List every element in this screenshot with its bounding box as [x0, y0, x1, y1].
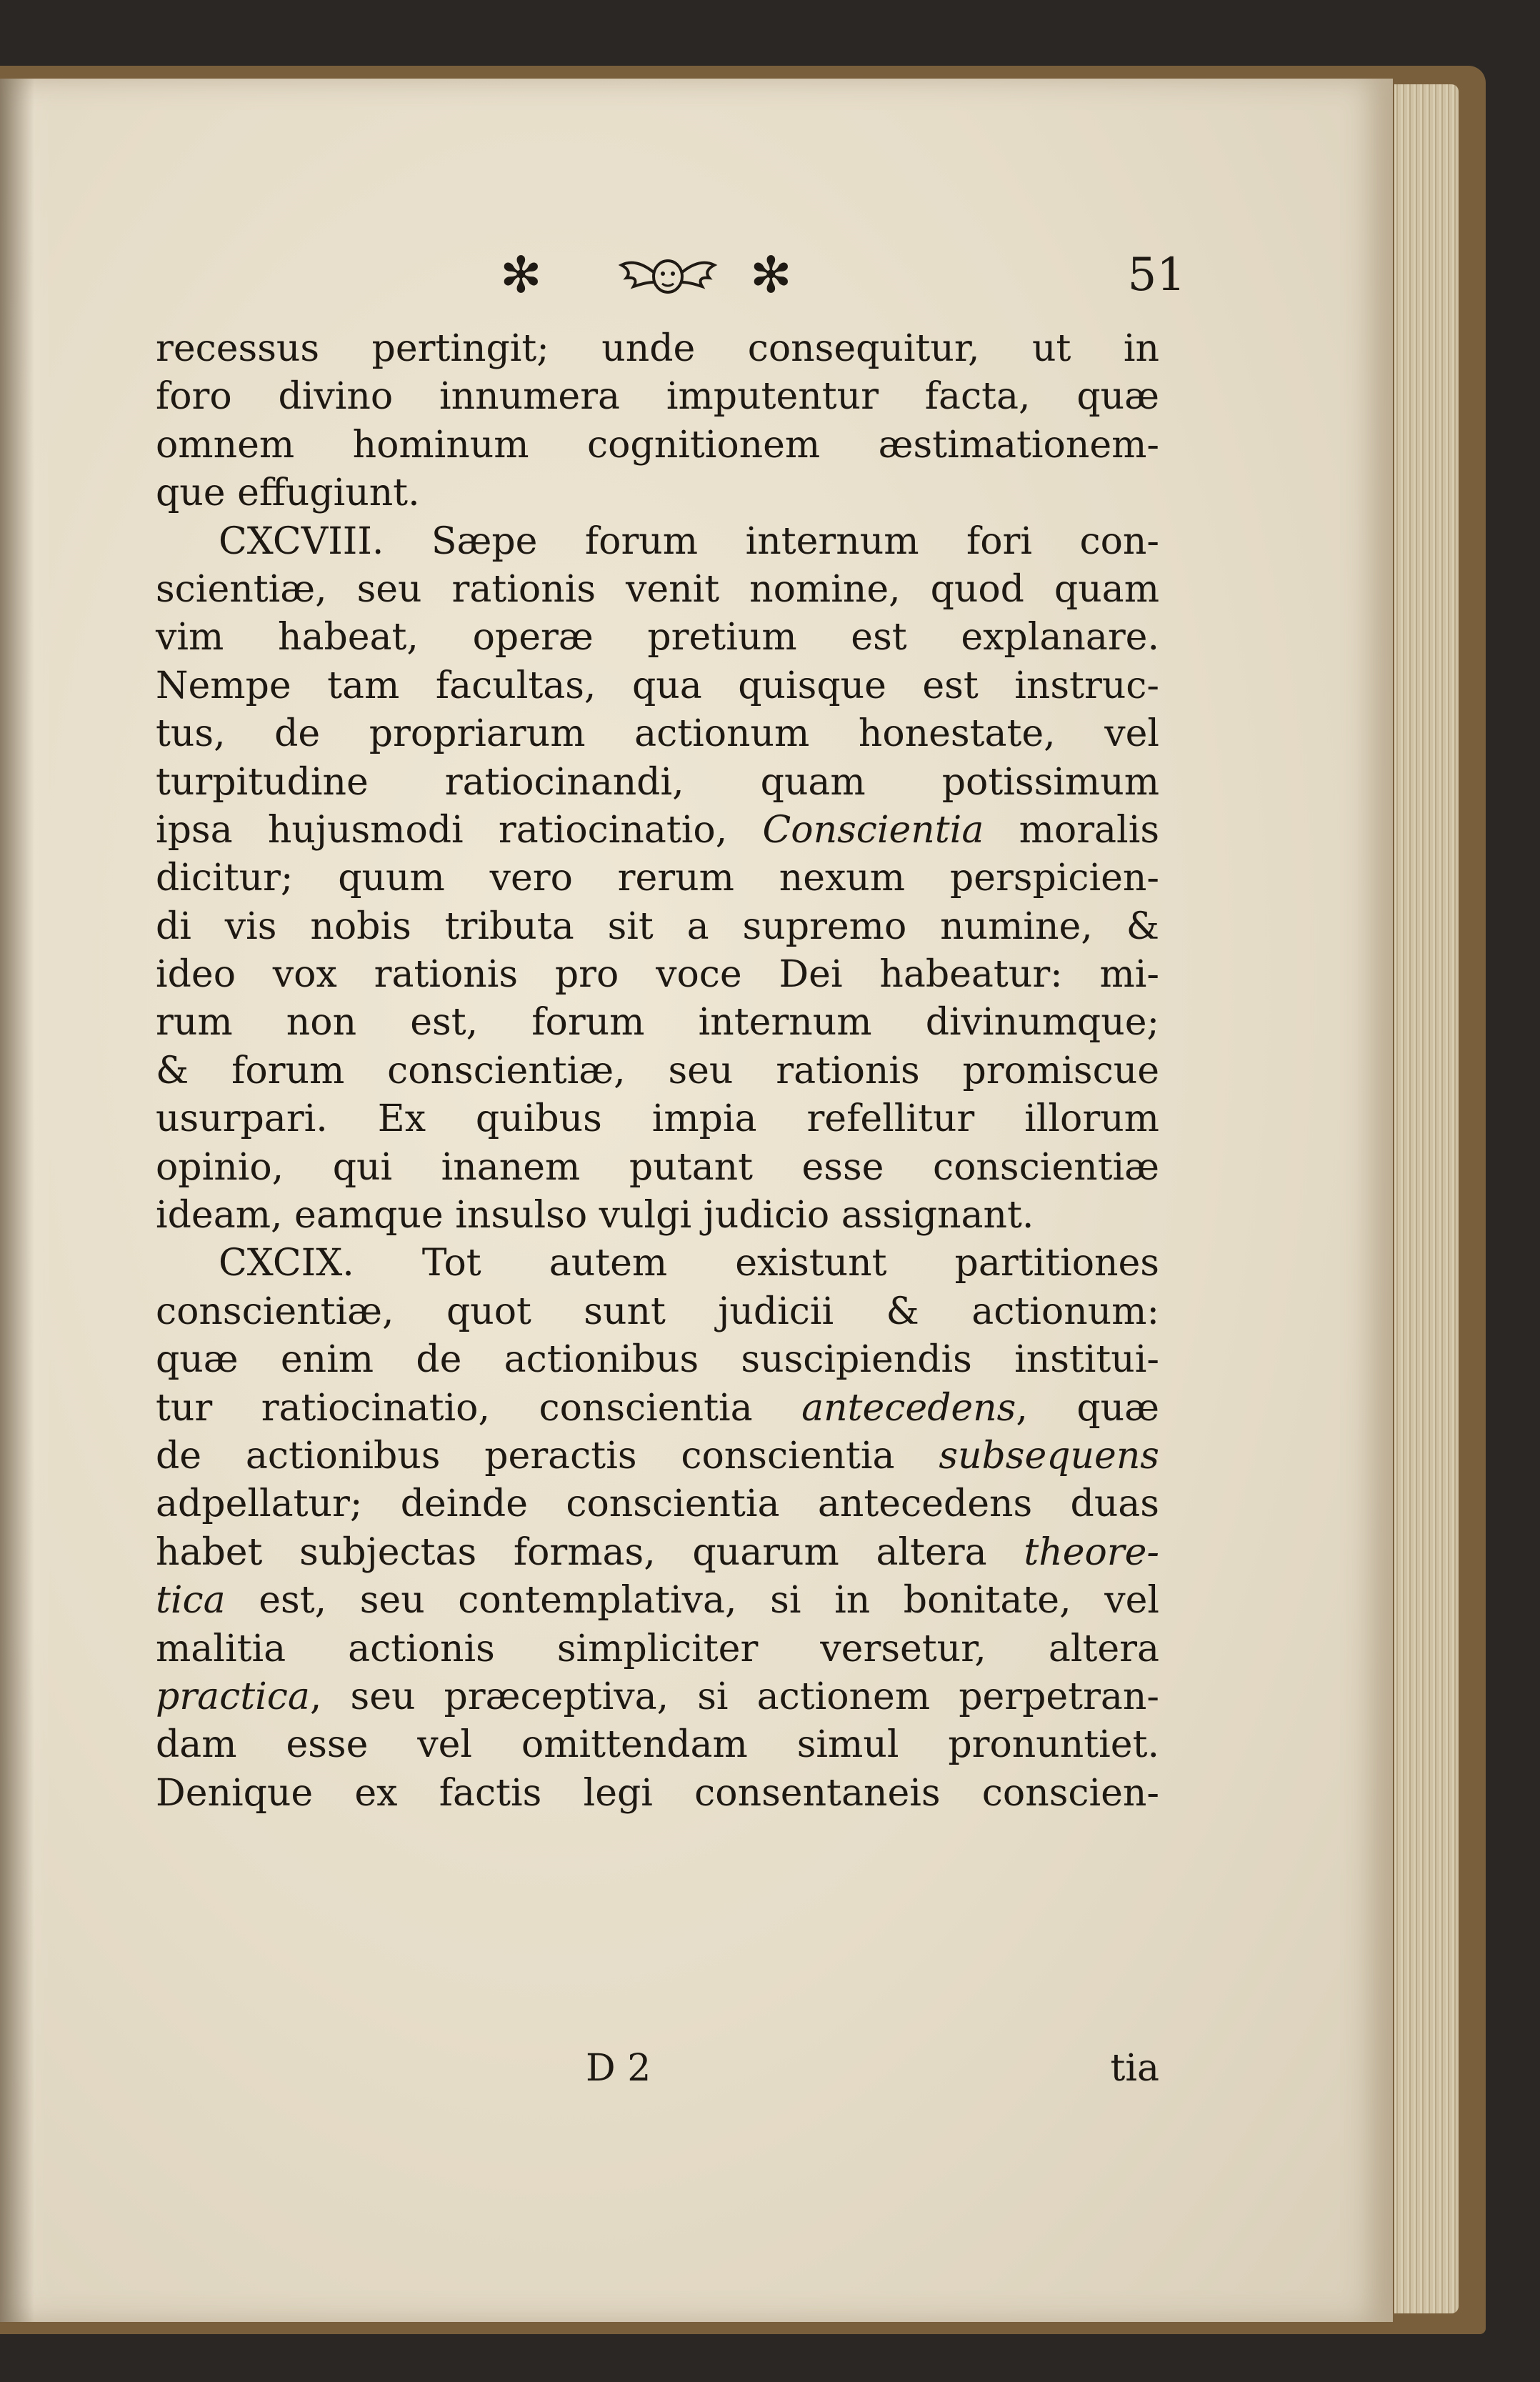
- text-line: dam esse vel omittendam simul pronuntiet.: [156, 1723, 1159, 1767]
- text-line-with-italic: [156, 807, 1159, 854]
- text-line-with-italic: [156, 1385, 1159, 1432]
- italic-term-theore: theore-: [1024, 1530, 1159, 1574]
- text-line: que effugiunt.: [156, 472, 420, 515]
- text-segment: ipsa hujusmodi ratiocinatio,: [156, 808, 763, 852]
- catchword: tia: [1110, 2047, 1159, 2090]
- paragraph-cxcix-start: CXCIX. Tot autem existunt partitiones: [219, 1242, 1159, 1285]
- star-ornament-right-icon: ✻: [750, 246, 792, 304]
- winged-cherub-ornament-icon: [618, 251, 718, 301]
- text-line: vim habeat, operæ pretium est explanare.: [156, 616, 1159, 659]
- text-line: foro divino innumera imputentur facta, quæ: [156, 375, 1159, 419]
- text-line: Nempe tam facultas, qua quisque est instruc-: [156, 664, 1159, 707]
- italic-term-tica: tica: [156, 1579, 226, 1623]
- text-segment: est, seu contemplativa, si in bonitate, vel: [225, 1579, 1159, 1623]
- text-line-with-italic: [156, 1577, 1159, 1625]
- text-segment: moralis: [984, 808, 1160, 852]
- text-line: scientiæ, seu rationis venit nomine, quod quam: [156, 567, 1159, 611]
- text-segment: tur ratiocinatio, conscientia: [156, 1386, 802, 1430]
- italic-term-practica: practica: [156, 1675, 310, 1718]
- text-line-with-italic: [156, 1673, 1159, 1721]
- text-line-with-italic: [156, 1529, 1159, 1577]
- text-segment: habet subjectas formas, quarum altera: [156, 1530, 1024, 1574]
- italic-term-subsequens: subsequens: [939, 1434, 1159, 1477]
- text-line: omnem hominum cognitionem æstimationem-: [156, 423, 1159, 467]
- text-line: quæ enim de actionibus suscipiendis institui-: [156, 1338, 1159, 1382]
- italic-term-antecedens: antecedens: [801, 1386, 1016, 1430]
- page-footer: [156, 2043, 1159, 2093]
- text-segment: , seu præceptiva, si actionem perpetran-: [309, 1675, 1159, 1718]
- text-line-with-italic: [156, 1432, 1159, 1480]
- text-line: turpitudine ratiocinandi, quam potissimum: [156, 760, 1159, 804]
- text-line: dicitur; quum vero rerum nexum perspicien-: [156, 857, 1159, 900]
- page-number: 51: [1127, 249, 1186, 302]
- gutter-shadow: [0, 79, 34, 2322]
- italic-term-conscientia: Conscientia: [762, 808, 984, 852]
- text-line: tus, de propriarum actionum honestate, vel: [156, 712, 1159, 756]
- text-line: recessus pertingit; unde consequitur, ut in: [156, 327, 1159, 370]
- text-line: & forum conscientiæ, seu rationis promiscue: [156, 1049, 1159, 1092]
- body-text: [156, 325, 1159, 1818]
- text-line: Denique ex factis legi consentaneis conscien-: [156, 1771, 1159, 1815]
- page-edges: [1394, 84, 1459, 2313]
- text-segment: de actionibus peractis conscientia: [156, 1434, 939, 1477]
- text-line: ideo vox rationis pro voce Dei habeatur: mi-: [156, 953, 1159, 997]
- text-line: usurpari. Ex quibus impia refellitur illorum: [156, 1097, 1159, 1141]
- running-head: [500, 246, 1186, 304]
- text-line: opinio, qui inanem putant esse conscientiæ: [156, 1145, 1159, 1189]
- text-line: ideam, eamque insulso vulgi judicio assignant.: [156, 1194, 1034, 1237]
- star-ornament-left-icon: ✻: [500, 246, 542, 304]
- text-line: di vis nobis tributa sit a supremo numine, &: [156, 905, 1159, 948]
- text-line: malitia actionis simpliciter versetur, altera: [156, 1627, 1159, 1670]
- text-line: conscientiæ, quot sunt judicii & actionum:: [156, 1290, 1159, 1333]
- text-line: adpellatur; deinde conscientia antecedens duas: [156, 1482, 1159, 1526]
- paragraph-cxcviii-start: CXCVIII. Sæpe forum internum fori con-: [219, 519, 1159, 563]
- text-line: rum non est, forum internum divinumque;: [156, 1001, 1159, 1045]
- text-segment: , quæ: [1016, 1386, 1159, 1430]
- signature-mark: D 2: [586, 2047, 651, 2090]
